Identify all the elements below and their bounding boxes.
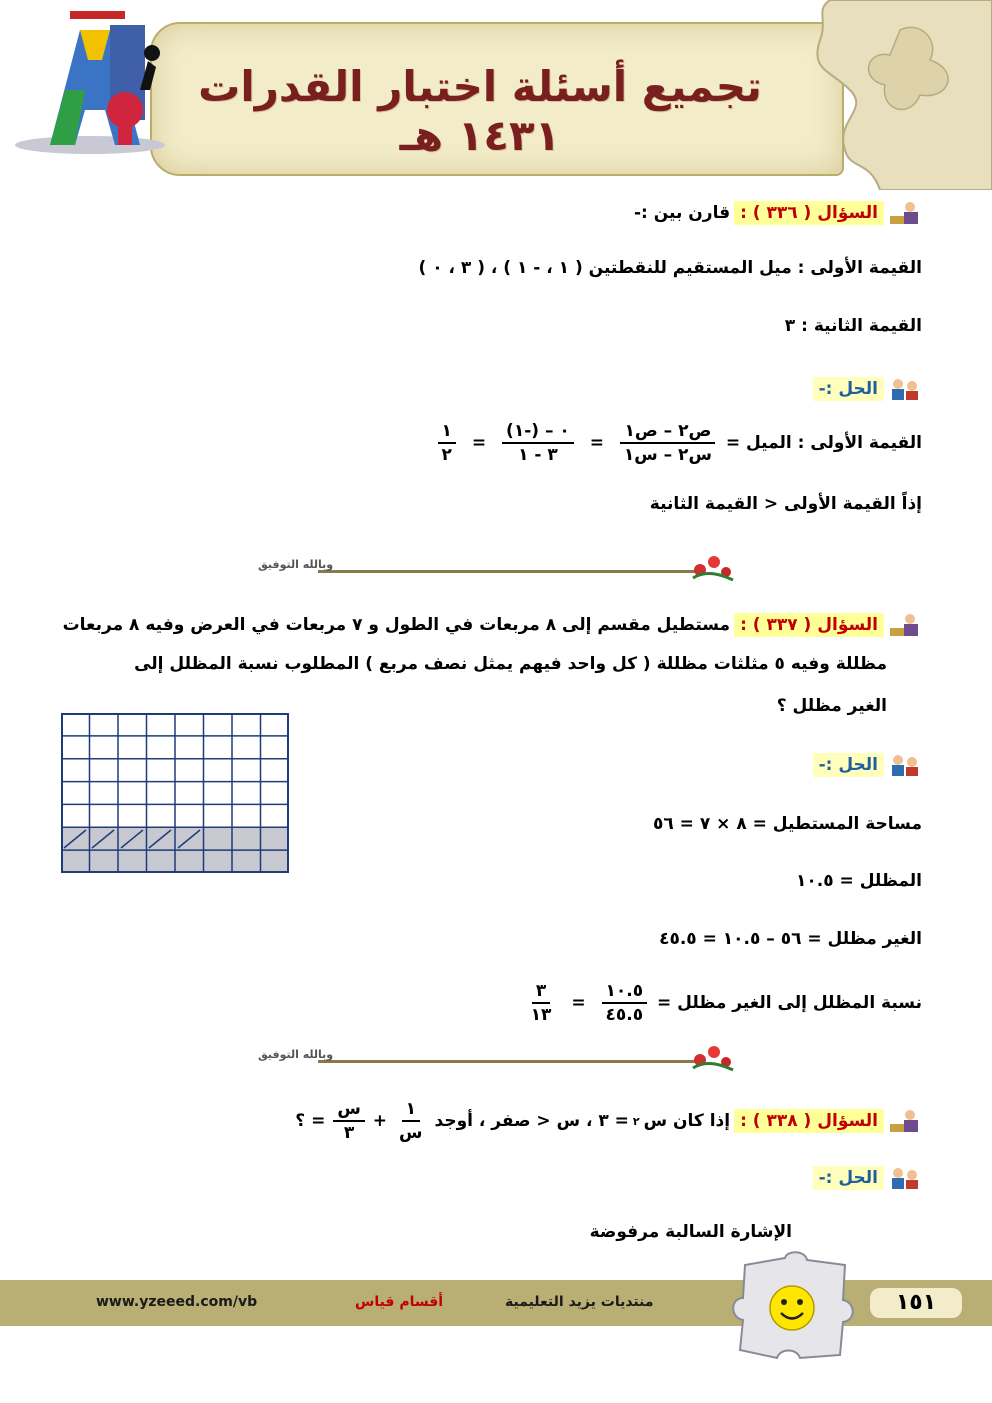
q337-unshaded: الغير مظلل = ٥٦ – ١٠.٥ = ٤٥.٥ [659,929,922,949]
slope-result [438,420,456,466]
slope-sub-num: ٠ – (-١) [502,420,574,444]
fraction-one-over-x [395,1098,426,1144]
ratio-den: ٤٥.٥ [605,1005,644,1026]
q337-area: مساحة المستطيل = ٨ × ٧ = ٥٦ [652,814,922,834]
divider-line [318,570,698,573]
solution-label: الحل :- [813,377,884,401]
student-icon [888,1108,922,1134]
equals-sign: = [471,433,487,454]
slope-formula-num: ص٢ – ص١ [620,420,715,444]
ratio-prefix: نسبة المظلل إلى الغير مظلل = [657,993,922,1014]
slope-substitution [502,420,574,466]
page-number: ١٥١ [870,1288,962,1318]
flowers-icon [688,548,738,588]
logo-a-icon [10,5,175,155]
footer-forum: منتديات يزيد التعليمية [505,1294,654,1310]
ratio-num: ١٠.٥ [602,980,648,1004]
question-label: السؤال ( ٣٣٨ ) : [734,1109,884,1133]
slope-result-den: ٢ [441,445,452,466]
question-text-line-1: مستطيل مقسم إلى ٨ مربعات في الطول و ٧ مربعات في العرض وفيه ٨ مربعات [62,615,731,635]
q336-first-value: القيمة الأولى : ميل المستقيم للنقطتين ( ١ ، - ١ ) ، ( ٣ ، ٠ ) [418,258,922,278]
slope-prefix: القيمة الأولى : الميل = [725,433,922,454]
q337-solution-header [813,752,922,783]
question-text-line-3: الغير مظلل ؟ [776,696,887,716]
flowers-icon [688,1038,738,1078]
divider [258,1038,738,1078]
students-icon [888,752,922,778]
slope-formula [620,420,716,466]
student-icon [888,200,922,226]
question-text-a: إذا كان س [643,1111,731,1132]
divider [258,548,738,588]
f1-den: س [399,1123,423,1144]
question-tail: = ؟ [295,1111,326,1132]
q336-header [634,200,922,231]
q338-header [295,1098,922,1144]
exponent: ٢ [632,1114,640,1128]
question-text-b: = ٣ ، س < صفر ، أوجد [434,1111,629,1132]
rectangle-grid [61,713,289,873]
ratio-result [527,980,556,1026]
question-label: السؤال ( ٣٣٧ ) : [734,613,884,637]
slope-result-num: ١ [438,420,456,444]
equals-sign: = [589,433,604,454]
question-text-line-2: مظللة وفيه ٥ مثلثات مظللة ( كل واحد فيهم يمثل نصف مربع ) المطلوب نسبة المظلل إلى [134,654,887,674]
q338-note: الإشارة السالبة مرفوضة [589,1222,792,1242]
slope-formula-den: س٢ – س١ [623,445,712,466]
q337-header [63,612,922,643]
divider-text: وبالله التوفيق [258,1048,334,1061]
q336-conclusion: إذاً القيمة الأولى < القيمة الثانية [649,494,922,514]
equals-sign: = [571,993,586,1014]
divider-text: وبالله التوفيق [258,558,334,571]
solution-label: الحل :- [813,753,884,777]
q336-slope-line [434,420,922,466]
ratio-result-den: ١٣ [530,1005,552,1026]
q338-solution-header [813,1165,922,1196]
ratio-result-num: ٣ [532,980,550,1004]
question-label: السؤال ( ٣٣٦ ) : [734,201,884,225]
f1-num: ١ [402,1098,420,1122]
plus-sign: + [372,1111,388,1132]
f2-den: ٣ [343,1123,355,1144]
ratio-fraction [602,980,648,1026]
slope-sub-den: ٣ - ١ [518,445,558,466]
students-icon [888,376,922,402]
students-icon [888,1165,922,1191]
fraction-x-over-3 [333,1098,364,1144]
q337-shaded: المظلل = ١٠.٥ [796,871,922,891]
student-icon [888,612,922,638]
footer-section: أقسام قياس [355,1294,444,1310]
q337-ratio-line [523,980,922,1026]
q336-second-value: القيمة الثانية : ٣ [784,316,922,336]
footer-url[interactable]: www.yzeeed.com/vb [96,1294,258,1310]
puzzle-pieces-icon [790,0,992,190]
divider-line [318,1060,698,1063]
page-title: تجميع أسئلة اختبار القدرات ١٤٣١ هـ [198,62,762,160]
f2-num: س [333,1098,364,1122]
question-prompt: قارن بين :- [633,203,731,223]
smiley-puzzle-icon [725,1250,865,1365]
solution-label: الحل :- [813,1166,884,1190]
q336-solution-header [813,376,922,407]
